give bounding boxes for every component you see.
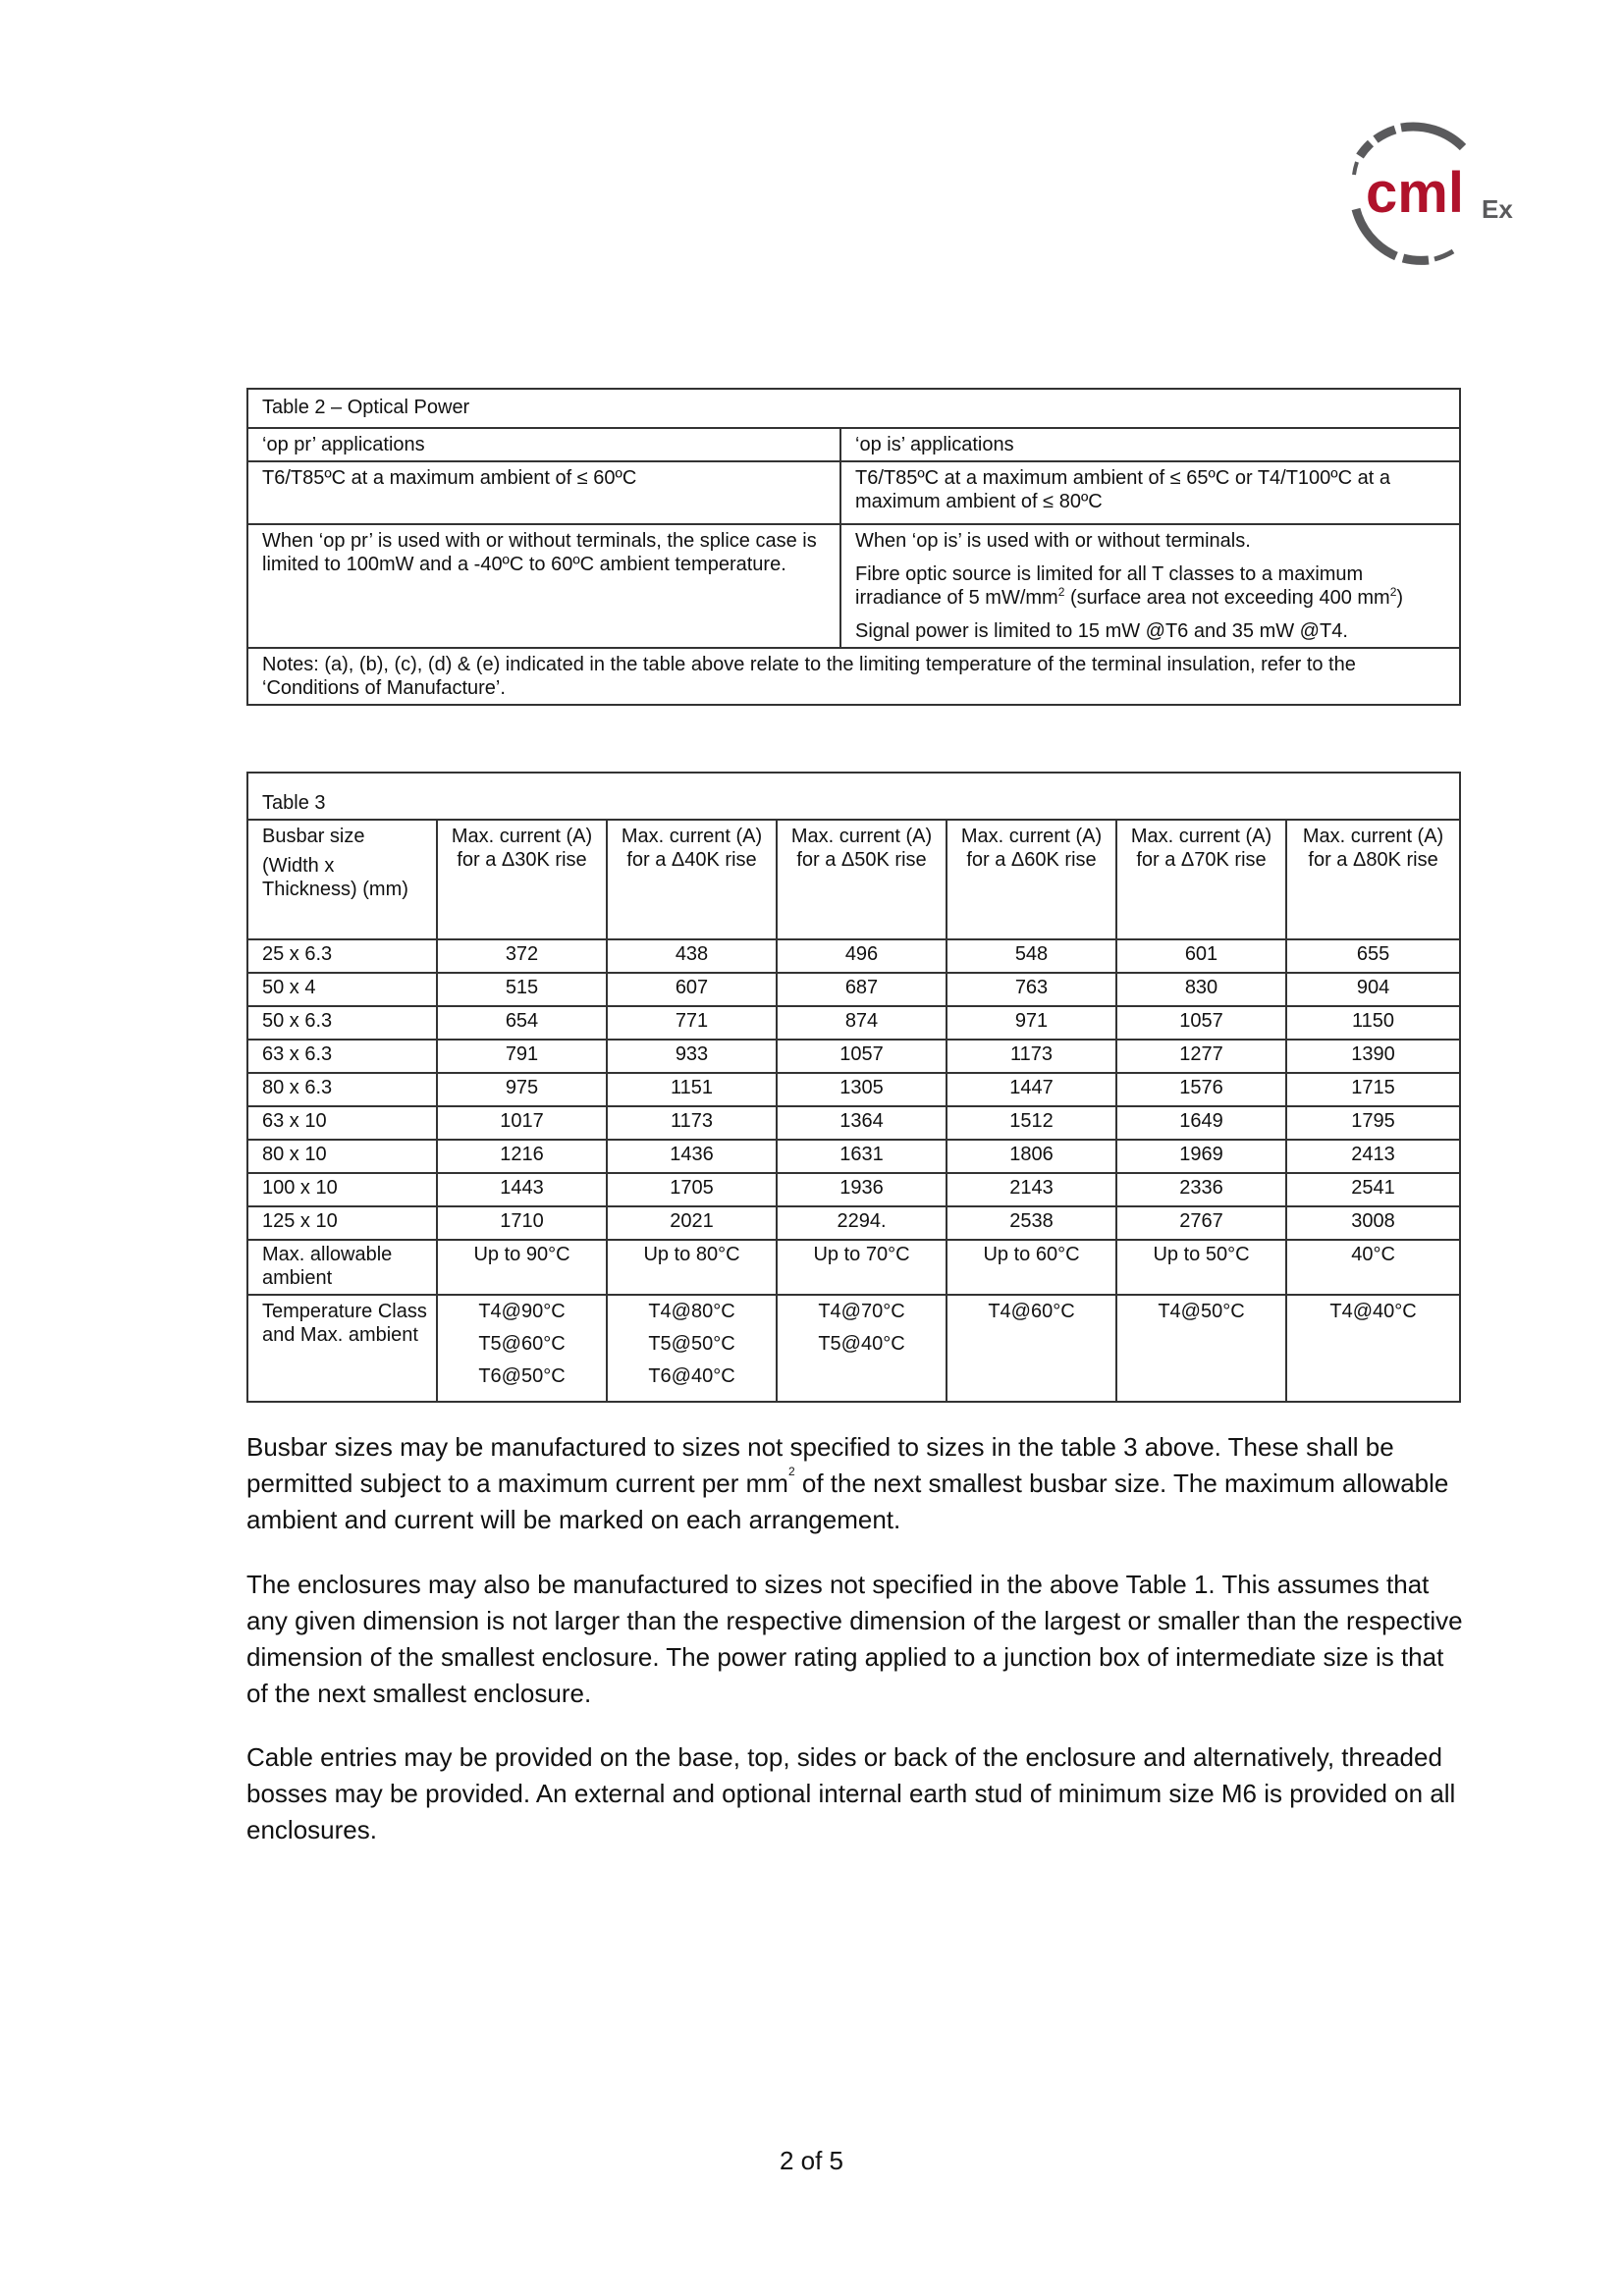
table-2-cell: When ‘op pr’ is used with or without terminals, the splice case is limited to 100mW and a -40ºC to 60ºC ambient temperature. — [247, 524, 840, 648]
tclass-entry: T4@70°C — [818, 1301, 905, 1322]
table-3-column-header: Max. current (A) for a Δ60K rise — [947, 820, 1116, 939]
current-value-cell: 1631 — [777, 1140, 947, 1173]
table-2-title: Table 2 – Optical Power — [247, 389, 1460, 428]
table-2-cell: T6/T85ºC at a maximum ambient of ≤ 65ºC or T4/T100ºC at a maximum ambient of ≤ 80ºC — [840, 461, 1460, 524]
current-value-cell: 515 — [437, 973, 607, 1006]
table-2-cell — [840, 524, 1460, 648]
text-span: of the next smallest busbar size. The maximum allowable ambient and current will be marked on each arrangement. — [246, 1468, 1449, 1534]
table-row — [247, 1073, 1460, 1106]
table-2-notes: Notes: (a), (b), (c), (d) & (e) indicated in the table above relate to the limiting temperature of the terminal insulation, refer to the ‘Conditions of Manufacture’. — [247, 648, 1460, 705]
current-value-cell: 2541 — [1286, 1173, 1460, 1206]
tclass-cell — [607, 1295, 777, 1402]
current-value-cell: 548 — [947, 939, 1116, 973]
current-value-cell: 1710 — [437, 1206, 607, 1240]
table-3-title: Table 3 — [247, 773, 1460, 820]
paragraph-cable-entries: Cable entries may be provided on the base, top, sides or back of the enclosure and alternatively, threaded bosses may be provided. An external and optional internal earth stud of minimum size M6 is provided on all enclosures. — [246, 1742, 1456, 1844]
ambient-cell: Up to 50°C — [1116, 1240, 1286, 1295]
paragraph-enclosure-sizes: The enclosures may also be manufactured to sizes not specified in the above Table 1. This assumes that any given dimension is not larger than the respective dimension of the largest or smaller than the respective dimension of the smallest enclosure. The power rating applied to a junction box of intermediate size is that of the next smallest enclosure. — [246, 1570, 1463, 1708]
busbar-size-cell: 80 x 6.3 — [247, 1073, 437, 1106]
tclass-entry: T4@60°C — [988, 1301, 1075, 1322]
logo-suffix: Ex — [1482, 194, 1513, 224]
logo-ring-icon — [1330, 116, 1527, 273]
current-value-cell: 763 — [947, 973, 1116, 1006]
current-value-cell: 1390 — [1286, 1040, 1460, 1073]
tclass-cell — [777, 1295, 947, 1402]
table-row — [247, 973, 1460, 1006]
table-3-busbar-current — [246, 772, 1461, 1403]
busbar-size-cell: 100 x 10 — [247, 1173, 437, 1206]
current-value-cell: 874 — [777, 1006, 947, 1040]
cml-ex-logo — [1330, 116, 1527, 273]
current-value-cell: 2413 — [1286, 1140, 1460, 1173]
current-value-cell: 830 — [1116, 973, 1286, 1006]
table-2-optical-power — [246, 388, 1461, 706]
current-value-cell: 1057 — [1116, 1006, 1286, 1040]
table-3-column-header: Max. current (A) for a Δ50K rise — [777, 820, 947, 939]
current-value-cell: 601 — [1116, 939, 1286, 973]
ambient-cell: Up to 60°C — [947, 1240, 1116, 1295]
current-value-cell: 1447 — [947, 1073, 1116, 1106]
current-value-cell: 2767 — [1116, 1206, 1286, 1240]
signal-power-text: Signal power is limited to 15 mW @T6 and 35 mW @T4. — [855, 620, 1348, 642]
current-value-cell: 1649 — [1116, 1106, 1286, 1140]
current-value-cell: 1705 — [607, 1173, 777, 1206]
table-3-column-header: Max. current (A) for a Δ70K rise — [1116, 820, 1286, 939]
current-value-cell: 1216 — [437, 1140, 607, 1173]
ambient-cell: 40°C — [1286, 1240, 1460, 1295]
busbar-size-cell: 63 x 10 — [247, 1106, 437, 1140]
current-value-cell: 607 — [607, 973, 777, 1006]
table-3-column-header: Max. current (A) for a Δ40K rise — [607, 820, 777, 939]
tclass-entry: T4@80°C — [648, 1301, 735, 1322]
busbar-size-cell: 80 x 10 — [247, 1140, 437, 1173]
busbar-size-cell: 63 x 6.3 — [247, 1040, 437, 1073]
tclass-entry: T5@60°C — [478, 1333, 566, 1355]
current-value-cell: 1017 — [437, 1106, 607, 1140]
table-3-tclass-label: Temperature Class and Max. ambient — [247, 1295, 437, 1402]
current-value-cell: 1173 — [607, 1106, 777, 1140]
page-number: 2 of 5 — [779, 2146, 844, 2175]
table-2-header-op-pr: ‘op pr’ applications — [247, 428, 840, 461]
busbar-size-cell: 25 x 6.3 — [247, 939, 437, 973]
ambient-cell: Up to 90°C — [437, 1240, 607, 1295]
current-value-cell: 496 — [777, 939, 947, 973]
table-3-column-header: Max. current (A) for a Δ30K rise — [437, 820, 607, 939]
tclass-entry: T6@50°C — [478, 1365, 566, 1387]
current-value-cell: 654 — [437, 1006, 607, 1040]
current-value-cell: 1436 — [607, 1140, 777, 1173]
current-value-cell: 2143 — [947, 1173, 1116, 1206]
current-value-cell: 1364 — [777, 1106, 947, 1140]
op-is-terminals-text: When ‘op is’ is used with or without terminals. — [855, 530, 1251, 552]
ambient-cell: Up to 80°C — [607, 1240, 777, 1295]
tclass-cell — [1286, 1295, 1460, 1402]
fibre-optic-limit-text — [855, 562, 1445, 610]
current-value-cell: 655 — [1286, 939, 1460, 973]
table-3-header-busbar-size — [247, 820, 437, 939]
tclass-cell — [1116, 1295, 1286, 1402]
superscript: 2 — [1389, 585, 1397, 599]
current-value-cell: 1057 — [777, 1040, 947, 1073]
table-3-ambient-label: Max. allowable ambient — [247, 1240, 437, 1295]
text-span: ) — [1396, 587, 1404, 609]
current-value-cell: 1969 — [1116, 1140, 1286, 1173]
current-value-cell: 1443 — [437, 1173, 607, 1206]
table-row — [247, 1173, 1460, 1206]
current-value-cell: 1151 — [607, 1073, 777, 1106]
table-3-column-header: Max. current (A) for a Δ80K rise — [1286, 820, 1460, 939]
current-value-cell: 372 — [437, 939, 607, 973]
busbar-size-cell: 125 x 10 — [247, 1206, 437, 1240]
current-value-cell: 3008 — [1286, 1206, 1460, 1240]
table-row — [247, 939, 1460, 973]
current-value-cell: 1715 — [1286, 1073, 1460, 1106]
current-value-cell: 2538 — [947, 1206, 1116, 1240]
current-value-cell: 1277 — [1116, 1040, 1286, 1073]
tclass-entry: T4@50°C — [1158, 1301, 1245, 1322]
current-value-cell: 2021 — [607, 1206, 777, 1240]
table-2-cell: T6/T85ºC at a maximum ambient of ≤ 60ºC — [247, 461, 840, 524]
text-span: Busbar sizes may be manufactured to sizes not specified to sizes in the table 3 above. These shall be permitted subject to a maximum current per mm — [246, 1432, 1394, 1498]
current-value-cell: 1173 — [947, 1040, 1116, 1073]
table-row — [247, 1106, 1460, 1140]
table-row — [247, 1006, 1460, 1040]
current-value-cell: 971 — [947, 1006, 1116, 1040]
current-value-cell: 975 — [437, 1073, 607, 1106]
current-value-cell: 2336 — [1116, 1173, 1286, 1206]
busbar-size-cell: 50 x 4 — [247, 973, 437, 1006]
current-value-cell: 1795 — [1286, 1106, 1460, 1140]
tclass-cell — [437, 1295, 607, 1402]
text-span: (surface area not exceeding 400 mm — [1064, 587, 1390, 609]
superscript: 2 — [787, 1465, 795, 1478]
superscript: 2 — [1057, 585, 1065, 599]
busbar-size-cell: 50 x 6.3 — [247, 1006, 437, 1040]
table-row — [247, 1040, 1460, 1073]
table-2-header-op-is: ‘op is’ applications — [840, 428, 1460, 461]
current-value-cell: 2294. — [777, 1206, 947, 1240]
current-value-cell: 771 — [607, 1006, 777, 1040]
header-text: Busbar size — [262, 826, 365, 847]
current-value-cell: 904 — [1286, 973, 1460, 1006]
table-row — [247, 1140, 1460, 1173]
current-value-cell: 687 — [777, 973, 947, 1006]
current-value-cell: 1806 — [947, 1140, 1116, 1173]
current-value-cell: 438 — [607, 939, 777, 973]
current-value-cell: 933 — [607, 1040, 777, 1073]
tclass-entry: T5@50°C — [648, 1333, 735, 1355]
current-value-cell: 1576 — [1116, 1073, 1286, 1106]
tclass-entry: T4@40°C — [1329, 1301, 1417, 1322]
current-value-cell: 1512 — [947, 1106, 1116, 1140]
table-row — [247, 1206, 1460, 1240]
ambient-cell: Up to 70°C — [777, 1240, 947, 1295]
current-value-cell: 1150 — [1286, 1006, 1460, 1040]
tclass-entry: T5@40°C — [818, 1333, 905, 1355]
current-value-cell: 1936 — [777, 1173, 947, 1206]
logo-text: cml — [1366, 161, 1464, 225]
paragraph-busbar-sizes — [246, 1429, 1464, 1538]
current-value-cell: 1305 — [777, 1073, 947, 1106]
tclass-entry: T4@90°C — [478, 1301, 566, 1322]
tclass-entry: T6@40°C — [648, 1365, 735, 1387]
current-value-cell: 791 — [437, 1040, 607, 1073]
header-subtext: (Width x Thickness) (mm) — [262, 855, 408, 900]
text-span: Fibre optic source is limited for all T classes to a maximum irradiance of 5 mW/mm — [855, 563, 1364, 609]
tclass-cell — [947, 1295, 1116, 1402]
